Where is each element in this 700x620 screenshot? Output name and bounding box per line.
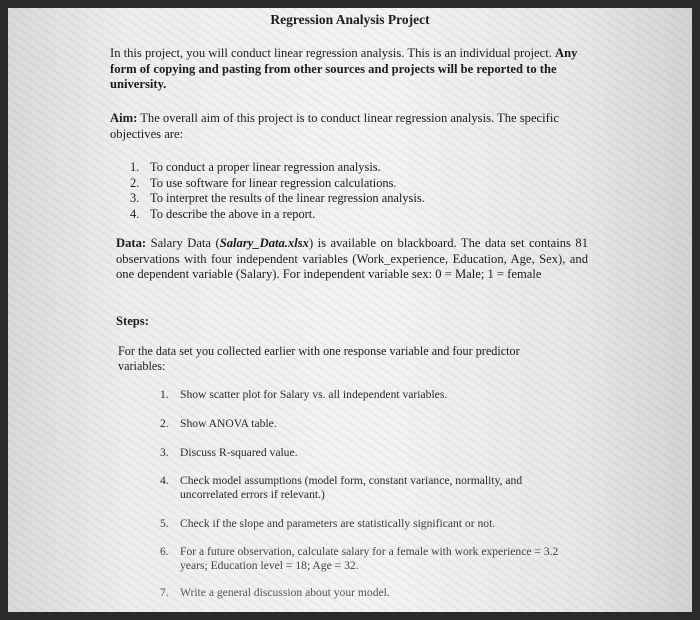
list-text: To conduct a proper linear regression analysis.: [150, 160, 381, 174]
page-title: Regression Analysis Project: [270, 12, 430, 27]
list-number: 5.: [160, 517, 169, 530]
intro-warning: Any form of copying and pasting from other sources and projects will be reported to the university.: [110, 46, 578, 91]
list-number: 4.: [160, 474, 169, 487]
list-text: Check if the slope and parameters are statistically significant or not.: [180, 517, 496, 530]
list-number: 3.: [160, 446, 169, 459]
data-file-name: Salary_Data.xlsx: [219, 236, 309, 250]
list-item: [160, 446, 570, 460]
list-number: 4.: [130, 206, 140, 221]
objectives-list: [130, 160, 425, 222]
data-text-2: ) is available on blackboard. The data set contains 81 observations with four independent variables (Work_experience, Education, Age, Sex), and one dependent variable (Salary). For independent variable sex: 0 = Male; 1 = female: [116, 236, 589, 281]
list-item: [160, 586, 570, 600]
data-text-1: Salary Data (: [150, 236, 220, 250]
list-number: 2.: [130, 175, 140, 190]
list-number: 1.: [160, 388, 169, 401]
aim-text: The overall aim of this project is to conduct linear regression analysis. The specific objectives are:: [110, 111, 559, 141]
list-number: 2.: [160, 417, 169, 430]
list-text: Check model assumptions (model form, constant variance, normality, and uncorrelated errors if relevant.): [180, 474, 523, 501]
list-text: To use software for linear regression calculations.: [150, 175, 397, 190]
list-number: 7.: [160, 586, 169, 599]
list-item: [130, 207, 425, 223]
list-number: 1.: [130, 160, 140, 174]
list-number: 3.: [130, 191, 140, 205]
data-paragraph: [116, 236, 588, 283]
list-number: 6.: [160, 545, 169, 558]
list-item: [130, 176, 425, 192]
list-item: [160, 545, 570, 573]
list-item: [160, 517, 570, 531]
list-item: [160, 474, 570, 502]
document-page: [8, 8, 692, 612]
list-item: [130, 160, 425, 176]
data-label: Data:: [116, 236, 147, 250]
list-text: Write a general discussion about your model.: [180, 586, 390, 599]
aim-label: Aim:: [110, 111, 138, 125]
list-text: For a future observation, calculate salary for a female with work experience = 3.2 years; Education level = 18; Age = 32.: [180, 545, 559, 572]
intro-paragraph: [110, 46, 590, 93]
list-text: To describe the above in a report.: [150, 206, 316, 221]
list-text: Show scatter plot for Salary vs. all independent variables.: [180, 388, 448, 401]
list-text: Show ANOVA table.: [180, 417, 277, 430]
steps-heading: Steps:: [116, 314, 149, 328]
aim-paragraph: [110, 111, 590, 142]
steps-intro: For the data set you collected earlier with one response variable and four predictor variables:: [118, 344, 520, 373]
intro-text: In this project, you will conduct linear regression analysis. This is an individual project.: [110, 46, 552, 60]
list-text: To interpret the results of the linear regression analysis.: [150, 191, 425, 205]
list-item: [130, 191, 425, 207]
list-text: Discuss R-squared value.: [180, 446, 298, 459]
list-item: [160, 388, 570, 402]
list-item: [160, 417, 570, 431]
